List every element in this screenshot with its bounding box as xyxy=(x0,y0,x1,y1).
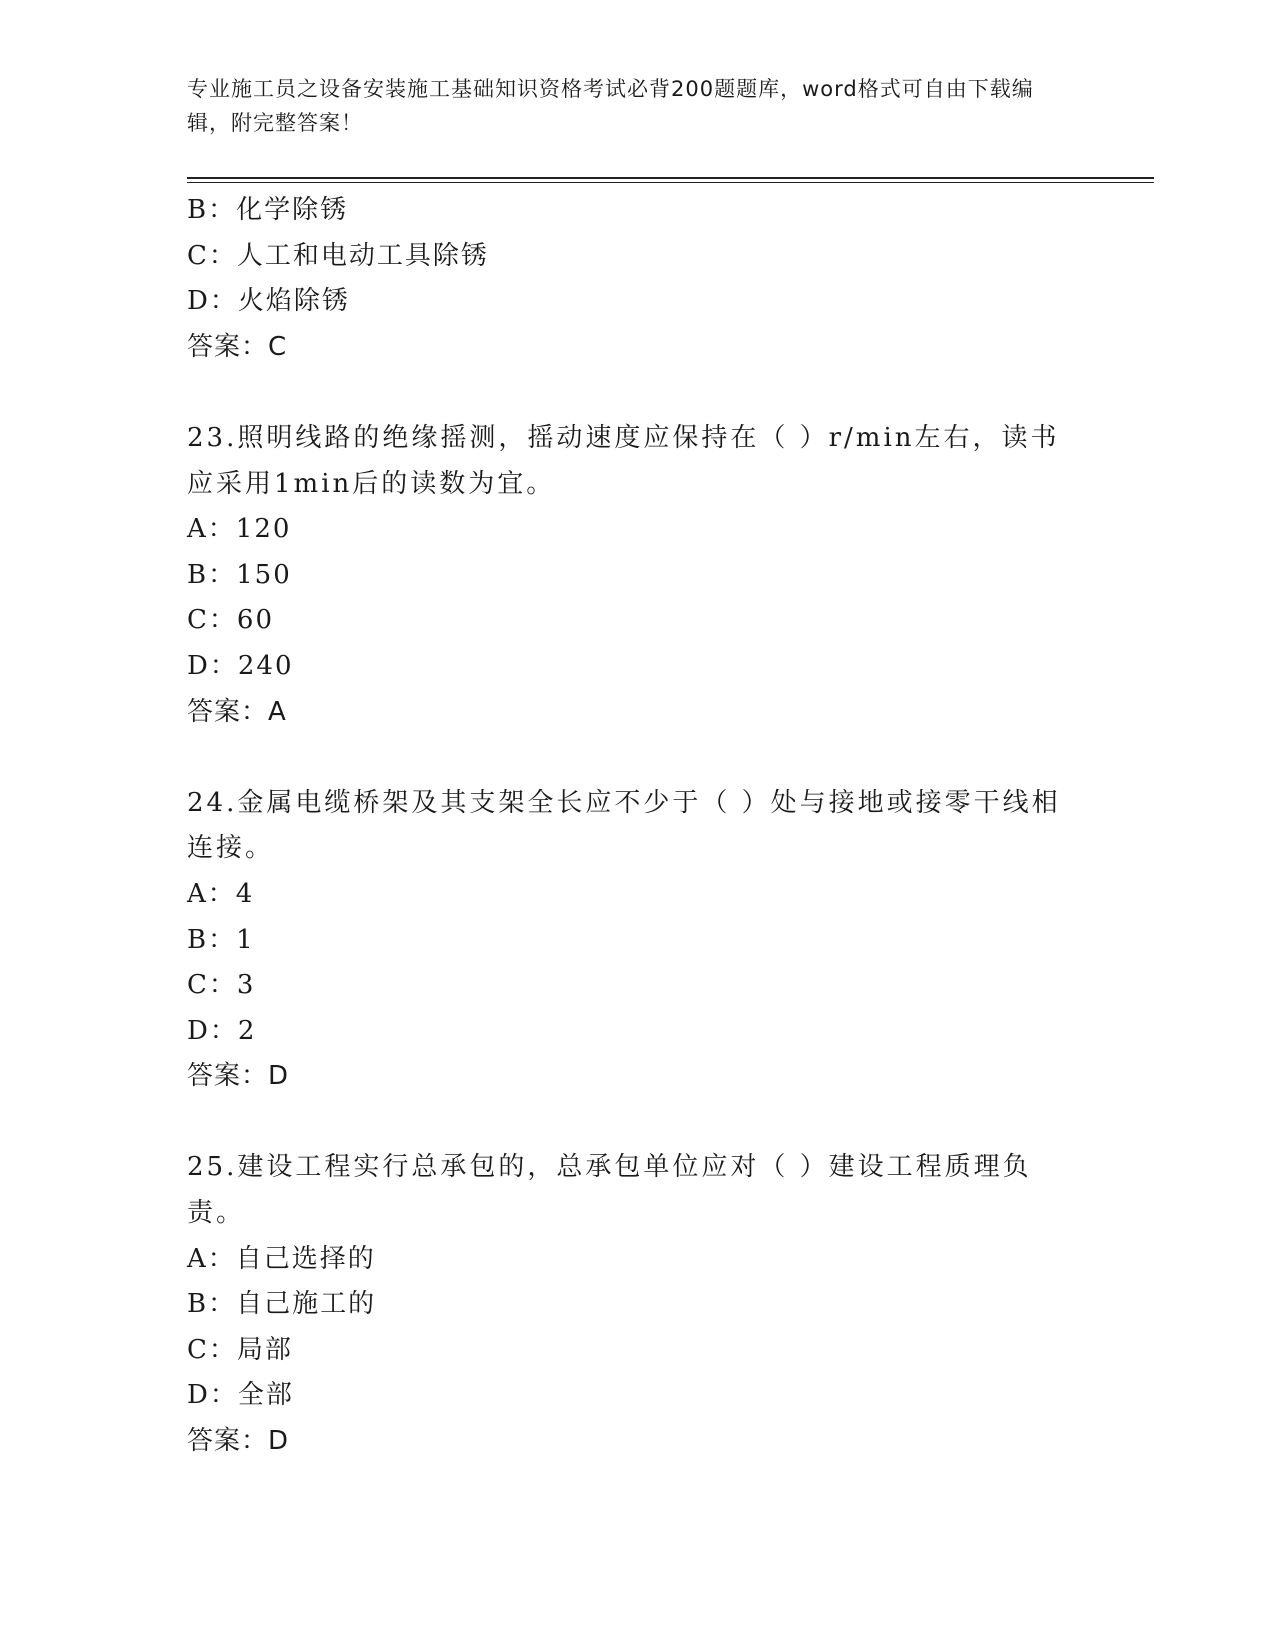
question-22-continued xyxy=(187,188,1087,370)
option-d: D：火焰除锈 xyxy=(187,286,350,317)
question-text: 24.金属电缆桥架及其支架全长应不少于（ ）处与接地或接零干线相连接。 xyxy=(187,787,1061,864)
option-a: A：4 xyxy=(187,878,255,909)
option-d: D：全部 xyxy=(187,1380,294,1411)
question-text: 25.建设工程实行总承包的，总承包单位应对（ ）建设工程质理负责。 xyxy=(187,1152,1032,1229)
question-text: 23.照明线路的绝缘摇测，摇动速度应保持在（ ）r/min左右，读书应采用1min后的读数为宜。 xyxy=(187,422,1060,499)
option-c: C：60 xyxy=(187,605,274,636)
answer-line: 答案：D xyxy=(187,1426,290,1457)
option-d: D：240 xyxy=(187,650,294,681)
option-c: C：人工和电动工具除锈 xyxy=(187,240,489,271)
question-25 xyxy=(187,1145,1087,1464)
option-b: B：1 xyxy=(187,924,255,955)
header-rule-thick xyxy=(187,177,1154,179)
document-header: 专业施工员之设备安装施工基础知识资格考试必背200题题库，word格式可自由下载编辑，附完整答案！ xyxy=(187,77,1034,135)
option-c: C：3 xyxy=(187,970,256,1001)
option-a: A：120 xyxy=(187,514,292,545)
option-b: B：自己施工的 xyxy=(187,1289,377,1320)
answer-line: 答案：D xyxy=(187,1061,290,1092)
option-b: B：化学除锈 xyxy=(187,195,349,225)
answer-line: 答案：C xyxy=(187,331,288,362)
question-list xyxy=(187,188,1087,1465)
option-d: D：2 xyxy=(187,1015,257,1046)
option-a: A：自己选择的 xyxy=(187,1243,376,1274)
question-23 xyxy=(187,416,1087,735)
header-rule-thin xyxy=(187,182,1154,183)
question-24 xyxy=(187,781,1087,1100)
option-c: C：局部 xyxy=(187,1334,293,1365)
option-b: B：150 xyxy=(187,559,292,590)
answer-line: 答案：A xyxy=(187,696,287,727)
